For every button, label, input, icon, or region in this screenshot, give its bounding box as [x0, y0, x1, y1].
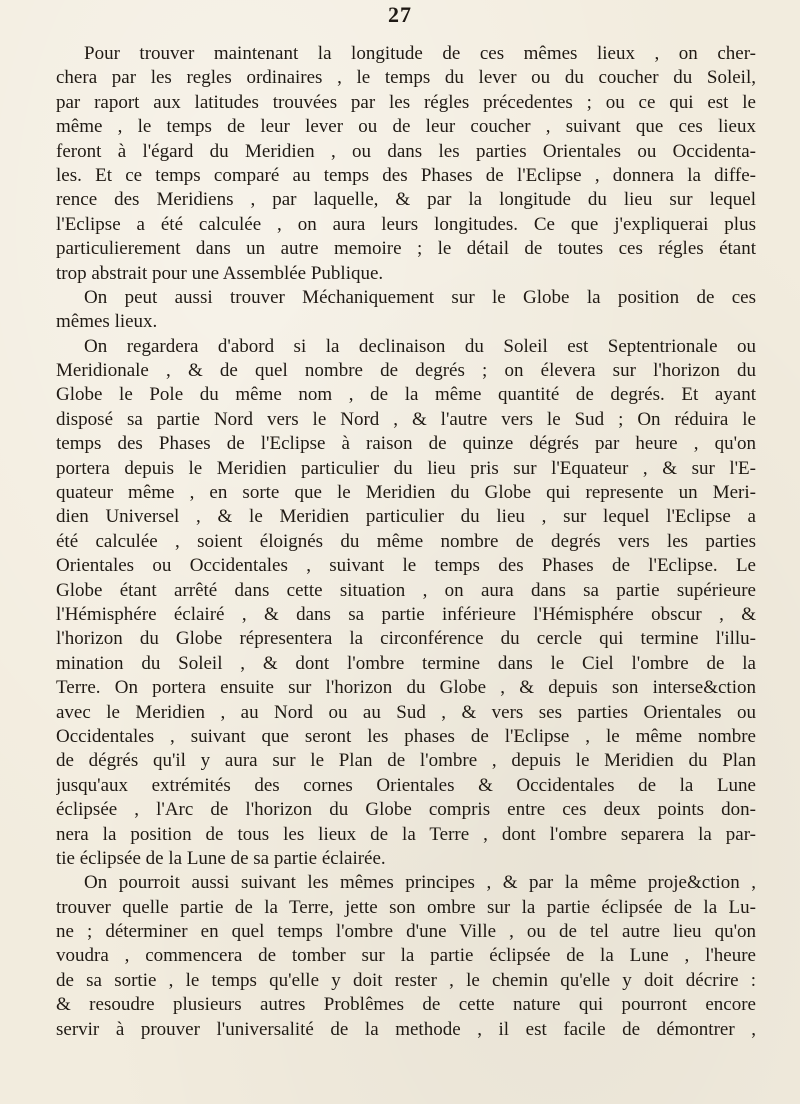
text-line: même , le temps de leur lever ou de leur coucher , suivant que ces lieux [56, 116, 756, 138]
text-line: trouver quelle partie de la Terre, jette son ombre sur la partie éclipsée de la Lu- [56, 896, 756, 918]
text-line: tie éclipsée de la Lune de sa partie éclairée. [56, 847, 386, 869]
text-line: servir à prouver l'universalité de la methode , il est facile de démontrer , [56, 1018, 756, 1040]
text-line: l'Hémisphére éclairé , & dans sa partie inférieure l'Hémisphére obscur , & [56, 603, 756, 625]
text-line: Terre. On portera ensuite sur l'horizon du Globe , & depuis son interse&ction [56, 677, 756, 699]
text-line: Orientales ou Occidentales , suivant le temps des Phases de l'Eclipse. Le [56, 555, 756, 577]
text-line: disposé sa partie Nord vers le Nord , & l'autre vers le Sud ; On réduira le [56, 408, 756, 430]
paragraph [56, 286, 756, 335]
text-line: de sa sortie , le temps qu'elle y doit rester , le chemin qu'elle y doit décrire : [56, 969, 756, 991]
text-line: On regardera d'abord si la declinaison du Soleil est Septentrionale ou [84, 335, 756, 357]
text-line: Pour trouver maintenant la longitude de ces mêmes lieux , on cher- [84, 43, 756, 64]
text-line: Occidentales , suivant que seront les phases de l'Eclipse , le même nombre [56, 725, 756, 747]
paragraph [56, 42, 756, 286]
body-text [56, 42, 756, 1042]
text-line: temps des Phases de l'Eclipse à raison de quinze dégrés par heure , qu'on [56, 433, 756, 455]
text-line: l'horizon du Globe répresentera la circonférence du cercle qui termine l'illu- [56, 628, 756, 650]
text-line: avec le Meridien , au Nord ou au Sud , & vers ses parties Orientales ou [56, 701, 756, 723]
text-line: Globe le Pole du même nom , de la même quantité de degrés. Et ayant [56, 384, 756, 406]
text-line: l'Eclipse a été calculée , on aura leurs longitudes. Ce que j'expliquerai plus [56, 213, 756, 235]
text-line: Meridionale , & de quel nombre de degrés ; on élevera sur l'horizon du [56, 360, 756, 382]
text-line: les. Et ce temps comparé au temps des Phases de l'Eclipse , donnera la diffe- [56, 164, 756, 186]
text-line: par raport aux latitudes trouvées par les régles précedentes ; ou ce qui est le [56, 91, 756, 113]
text-line: portera depuis le Meridien particulier du lieu pris sur l'Equateur , & sur l'E- [56, 457, 756, 479]
text-line: On pourroit aussi suivant les mêmes principes , & par la même proje&ction , [84, 872, 756, 894]
text-line: feront à l'égard du Meridien , ou dans les parties Orientales ou Occidenta- [56, 140, 756, 162]
text-line: rence des Meridiens , par laquelle, & par la longitude du lieu sur lequel [56, 189, 756, 211]
text-line: Globe étant arrêté dans cette situation , on aura dans sa partie supérieure [56, 579, 756, 601]
text-line: dien Universel , & le Meridien particulier du lieu , sur lequel l'Eclipse a [56, 506, 756, 528]
text-line: On peut aussi trouver Méchaniquement sur le Globe la position de ces [84, 286, 756, 308]
text-line: & resoudre plusieurs autres Problêmes de cette nature qui pourront encore [56, 994, 756, 1016]
text-line: chera par les regles ordinaires , le temps du lever ou du coucher du Soleil, [56, 67, 756, 89]
text-line: ne ; déterminer en quel temps l'ombre d'une Ville , ou de tel autre lieu qu'on [56, 921, 756, 943]
text-line: mêmes lieux. [56, 311, 158, 333]
text-line: particulierement dans un autre memoire ; le détail de toutes ces régles étant [56, 238, 756, 260]
text-line: jusqu'aux extrémités des cornes Orientales & Occidentales de la Lune [56, 774, 756, 796]
paragraph [56, 335, 756, 872]
page-number: 27 [388, 2, 412, 27]
text-line: de dégrés qu'il y aura sur le Plan de l'ombre , depuis le Meridien du Plan [56, 750, 756, 772]
text-line: trop abstrait pour une Assemblée Publique. [56, 262, 384, 284]
text-line: nera la position de tous les lieux de la Terre , dont l'ombre separera la par- [56, 823, 756, 845]
text-line: voudra , commencera de tomber sur la partie éclipsée de la Lune , l'heure [56, 945, 756, 967]
text-line: mination du Soleil , & dont l'ombre termine dans le Ciel l'ombre de la [56, 652, 756, 674]
text-line: été calculée , soient éloignés du même nombre de degrés vers les parties [56, 530, 756, 552]
text-line: quateur même , en sorte que le Meridien du Globe qui represente un Meri- [56, 482, 756, 504]
paragraph [56, 871, 756, 1042]
text-line: éclipsée , l'Arc de l'horizon du Globe compris entre ces deux points don- [56, 799, 756, 821]
